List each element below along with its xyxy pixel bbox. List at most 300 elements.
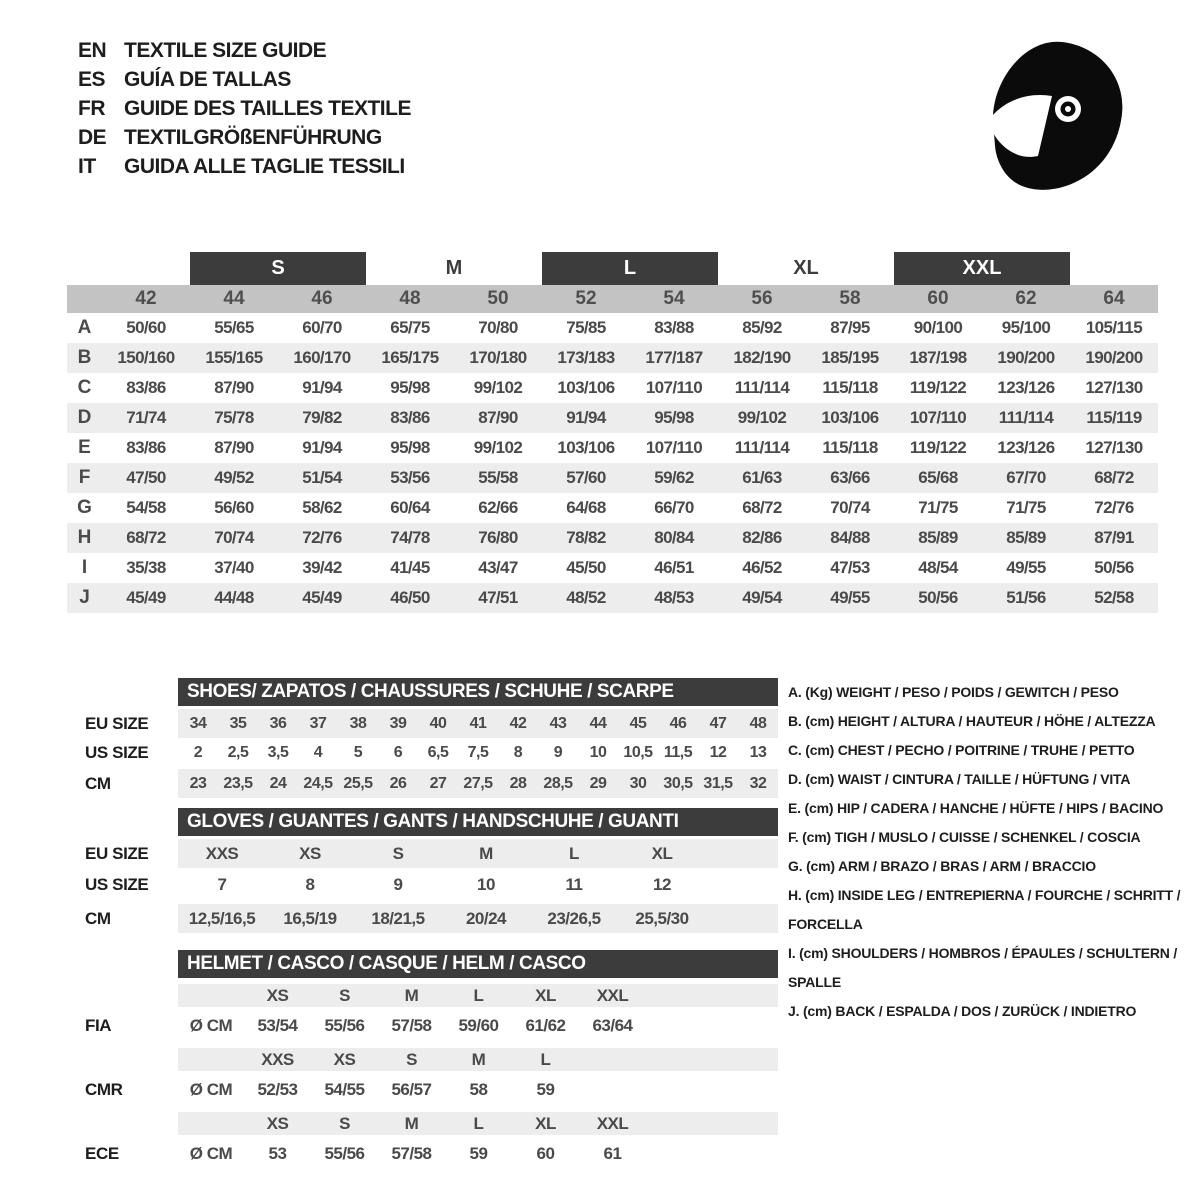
- measure-value: 54/58: [126, 498, 166, 517]
- row-label: J: [79, 587, 90, 608]
- measure-value: 177/187: [645, 348, 703, 367]
- gloves-row: [85, 904, 778, 933]
- size-value: 25,5/30: [635, 908, 689, 928]
- measure-value: 150/160: [117, 348, 175, 367]
- size-value: 20/24: [465, 908, 507, 928]
- measure-value: 103/106: [821, 408, 879, 427]
- size-value: 23,5: [223, 774, 253, 792]
- measure-value: 72/76: [302, 528, 342, 547]
- measure-value: 160/170: [293, 348, 351, 367]
- row-label: US SIZE: [85, 742, 149, 762]
- measure-row-i: [67, 553, 1158, 583]
- size-value: 10,5: [623, 743, 653, 761]
- measure-value: 67/70: [1006, 468, 1046, 487]
- measurement-rows: [67, 313, 1158, 613]
- size-column-header: 56: [751, 288, 773, 309]
- legend-item: I. (cm) SHOULDERS / HOMBROS / ÉPAULES / SCHULTERN / SPALLE: [788, 945, 1178, 990]
- measure-value: 95/98: [390, 438, 430, 457]
- measure-value: 85/89: [1006, 528, 1046, 547]
- measure-value: 107/110: [645, 438, 703, 457]
- helmet-values: [178, 1071, 778, 1109]
- guide-title: TEXTILGRÖßENFÜHRUNG: [124, 125, 382, 149]
- measure-value: 45/49: [302, 588, 342, 607]
- measure-value: 173/183: [557, 348, 615, 367]
- helmet-value: 53: [268, 1144, 287, 1163]
- size-value: 34: [189, 714, 207, 732]
- measure-value: 115/118: [822, 438, 878, 457]
- size-value: 29: [589, 774, 607, 792]
- gloves-title-bar: GLOVES / GUANTES / GANTS / HANDSCHUHE / GUANTI: [178, 808, 778, 836]
- helmet-size-label: [579, 1048, 646, 1071]
- measure-value: 52/58: [1094, 588, 1134, 607]
- size-value: 35: [229, 714, 247, 732]
- row-label: C: [77, 377, 92, 398]
- shoes-values: [178, 769, 778, 798]
- size-value: 18/21,5: [371, 908, 425, 928]
- helmet-size-label: S: [339, 1113, 350, 1133]
- measure-value: 155/165: [205, 348, 263, 367]
- measure-value: 123/126: [997, 378, 1055, 397]
- measure-value: 47/51: [478, 588, 518, 607]
- size-value: 30: [629, 774, 647, 792]
- size-value: 2: [193, 743, 203, 761]
- size-value: 28: [509, 774, 527, 792]
- size-value: 44: [589, 714, 607, 732]
- measure-value: 46/52: [742, 558, 782, 577]
- size-column-header: 46: [311, 288, 333, 309]
- size-value: 4: [313, 743, 323, 761]
- legend-item: H. (cm) INSIDE LEG / ENTREPIERNA / FOURCHE / SCHRITT / FORCELLA: [788, 887, 1181, 932]
- measure-value: 115/119: [1086, 408, 1142, 427]
- measure-value: 66/70: [654, 498, 694, 517]
- measure-value: 74/78: [390, 528, 430, 547]
- helmet-size-label: XL: [535, 1113, 556, 1133]
- helmet-rows: [85, 984, 778, 1173]
- helmet-size-label: L: [473, 1113, 484, 1133]
- legend-item: B. (cm) HEIGHT / ALTURA / HAUTEUR / HÖHE / ALTEZZA: [788, 713, 1156, 729]
- measure-value: 119/122: [909, 378, 967, 397]
- measure-value: 49/55: [1006, 558, 1046, 577]
- measure-value: 60/64: [390, 498, 430, 517]
- measure-value: 70/80: [478, 318, 518, 337]
- measure-value: 72/76: [1094, 498, 1134, 517]
- helmet-value: 54/55: [324, 1080, 365, 1099]
- helmet-value: 53/54: [257, 1016, 298, 1035]
- size-value: 37: [309, 714, 327, 732]
- measurement-legend: [788, 678, 1198, 1026]
- measure-value: 187/198: [909, 348, 967, 367]
- size-value: 43: [549, 714, 567, 732]
- title-line: [78, 36, 411, 65]
- size-value: 2,5: [227, 743, 249, 761]
- helmet-value: 58: [469, 1080, 488, 1099]
- row-label: F: [78, 467, 91, 488]
- size-group-xl: XL: [793, 257, 819, 279]
- measure-value: 43/47: [478, 558, 518, 577]
- measure-value: 87/91: [1094, 528, 1134, 547]
- measure-value: 49/55: [830, 588, 870, 607]
- row-label: I: [81, 557, 88, 578]
- measure-value: 63/66: [830, 468, 870, 487]
- measure-value: 91/94: [302, 378, 342, 397]
- measure-value: 78/82: [566, 528, 606, 547]
- helmet-size-band: [178, 984, 778, 1007]
- measure-value: 39/42: [302, 558, 342, 577]
- helmet-size-band: [178, 1048, 778, 1071]
- row-label: EU SIZE: [85, 843, 149, 863]
- measure-value: 107/110: [645, 378, 703, 397]
- size-value: 23: [189, 774, 207, 792]
- measure-value: 119/122: [909, 438, 967, 457]
- helmet-value: 59/60: [458, 1016, 499, 1035]
- legend-item: J. (cm) BACK / ESPALDA / DOS / ZURÜCK / INDIETRO: [788, 1003, 1137, 1019]
- measure-value: 90/100: [913, 318, 963, 337]
- size-value: 6,5: [427, 743, 449, 761]
- size-value: 26: [389, 774, 407, 792]
- size-value: 31,5: [703, 774, 733, 792]
- standard-label: ECE: [85, 1144, 119, 1163]
- measure-value: 56/60: [214, 498, 254, 517]
- size-value: 11: [565, 874, 583, 894]
- gloves-rows: [85, 839, 778, 933]
- measure-value: 95/98: [390, 378, 430, 397]
- size-value: 27: [429, 774, 447, 792]
- measure-value: 50/56: [1094, 558, 1134, 577]
- title-line: [78, 65, 411, 94]
- gloves-values: [178, 839, 778, 868]
- measure-value: 61/63: [742, 468, 782, 487]
- size-value: 41: [469, 714, 487, 732]
- helmet-value: 63/64: [592, 1016, 633, 1035]
- row-label: A: [77, 317, 92, 338]
- measure-value: 165/175: [381, 348, 439, 367]
- size-value: 32: [749, 774, 767, 792]
- measure-value: 99/102: [473, 378, 523, 397]
- measure-value: 87/90: [214, 378, 254, 397]
- measure-row-j: [67, 583, 1158, 613]
- size-value: 16,5/19: [283, 908, 337, 928]
- racing-helmet-icon: [980, 38, 1138, 198]
- size-value: 7: [217, 874, 227, 894]
- size-column-header: 60: [927, 288, 949, 309]
- language-code: FR: [78, 96, 105, 120]
- guide-title: GUÍA DE TALLAS: [124, 67, 291, 91]
- measure-value: 50/60: [126, 318, 166, 337]
- size-value: 39: [389, 714, 407, 732]
- measure-value: 55/65: [214, 318, 254, 337]
- gloves-values: [178, 868, 778, 901]
- measure-value: 76/80: [478, 528, 518, 547]
- measure-value: 37/40: [214, 558, 254, 577]
- helmet-icon-graphic: [980, 38, 1138, 198]
- language-code: IT: [78, 154, 96, 178]
- unit-spacer: [178, 984, 244, 1007]
- helmet-value: 55/56: [324, 1144, 365, 1163]
- unit-spacer: [178, 1048, 244, 1071]
- measure-value: 107/110: [909, 408, 967, 427]
- measure-value: 83/88: [654, 318, 694, 337]
- measure-value: 95/100: [1001, 318, 1051, 337]
- size-value: 23/26,5: [547, 908, 601, 928]
- helmet-title-bar: HELMET / CASCO / CASQUE / HELM / CASCO: [178, 950, 778, 978]
- measure-value: 62/66: [478, 498, 518, 517]
- row-label: B: [77, 347, 92, 368]
- helmet-value: 57/58: [391, 1144, 432, 1163]
- size-column-header: 54: [663, 288, 685, 309]
- helmet-size-label: XS: [266, 1113, 289, 1133]
- language-code: ES: [78, 67, 106, 91]
- measure-value: 123/126: [997, 438, 1055, 457]
- size-column-header: 62: [1015, 288, 1037, 309]
- measure-value: 70/74: [214, 528, 254, 547]
- measure-value: 51/56: [1006, 588, 1046, 607]
- measure-value: 83/86: [126, 438, 166, 457]
- measure-value: 50/56: [918, 588, 958, 607]
- size-value: 3,5: [267, 743, 289, 761]
- legend-item: E. (cm) HIP / CADERA / HANCHE / HÜFTE / HIPS / BACINO: [788, 800, 1164, 816]
- size-group-header: [67, 252, 1158, 285]
- measure-value: 105/115: [1085, 318, 1143, 337]
- helmet-size-label: XS: [333, 1049, 356, 1069]
- shoes-table: [85, 678, 778, 798]
- measure-value: 46/51: [654, 558, 694, 577]
- guide-title: TEXTILE SIZE GUIDE: [124, 38, 327, 62]
- row-label: D: [77, 407, 92, 428]
- helmet-value: 56/57: [391, 1080, 432, 1099]
- size-value: 9: [553, 743, 563, 761]
- measure-row-b: [67, 343, 1158, 373]
- size-value: XS: [299, 843, 321, 863]
- measure-value: 71/75: [1006, 498, 1046, 517]
- helmet-value: 61: [603, 1144, 622, 1163]
- helmet-size-label: M: [404, 1113, 419, 1133]
- measure-value: 68/72: [1094, 468, 1134, 487]
- measure-row-g: [67, 493, 1158, 523]
- label-spacer: [85, 984, 178, 1007]
- shoes-header-row: [85, 678, 778, 707]
- row-label: E: [78, 437, 91, 458]
- measure-value: 48/54: [918, 558, 958, 577]
- measure-value: 47/53: [830, 558, 870, 577]
- measure-value: 84/88: [830, 528, 870, 547]
- helmet-size-label: XXL: [596, 1113, 629, 1133]
- measure-value: 87/90: [214, 438, 254, 457]
- helmet-value: [579, 1071, 646, 1109]
- gloves-header-row: [85, 808, 778, 837]
- row-label: H: [77, 527, 92, 548]
- legend-item: D. (cm) WAIST / CINTURA / TAILLE / HÜFTUNG / VITA: [788, 771, 1131, 787]
- measure-value: 49/54: [742, 588, 782, 607]
- measure-value: 35/38: [126, 558, 166, 577]
- measure-value: 85/92: [742, 318, 782, 337]
- measure-value: 111/114: [734, 378, 790, 397]
- helmet-size-band-row: [85, 984, 778, 1007]
- helmet-size-band-row: [85, 1048, 778, 1071]
- size-value: 10: [477, 874, 495, 894]
- measure-value: 75/85: [566, 318, 606, 337]
- measure-row-e: [67, 433, 1158, 463]
- measure-value: 87/90: [478, 408, 518, 427]
- helmet-size-label: L: [473, 985, 484, 1005]
- size-group-m: M: [445, 257, 463, 279]
- size-value: 9: [393, 874, 403, 894]
- size-value: 40: [429, 714, 447, 732]
- size-value: 13: [749, 743, 767, 761]
- measure-value: 91/94: [302, 438, 342, 457]
- size-value: 7,5: [467, 743, 489, 761]
- size-value: 48: [749, 714, 767, 732]
- size-value: 25,5: [343, 774, 373, 792]
- measure-value: 48/52: [566, 588, 606, 607]
- measure-row-f: [67, 463, 1158, 493]
- measure-row-a: [67, 313, 1158, 343]
- standard-label: FIA: [85, 1016, 112, 1035]
- helmet-value: 55/56: [324, 1016, 365, 1035]
- gloves-table: [85, 808, 778, 933]
- measure-value: 111/114: [734, 438, 790, 457]
- measure-value: 51/54: [302, 468, 342, 487]
- helmet-standard-row: [85, 1007, 778, 1045]
- language-code: DE: [78, 125, 107, 149]
- guide-title: GUIDE DES TAILLES TEXTILE: [124, 96, 411, 120]
- measure-value: 190/200: [997, 348, 1055, 367]
- measure-value: 182/190: [733, 348, 791, 367]
- shoes-row: [85, 709, 778, 738]
- size-value: 46: [669, 714, 687, 732]
- helmet-size-label: L: [540, 1049, 551, 1069]
- size-number-band: [67, 285, 1158, 313]
- row-label: G: [77, 497, 92, 518]
- size-column-header: 42: [135, 288, 157, 309]
- shoes-row: [85, 769, 778, 798]
- measure-value: 103/106: [557, 378, 615, 397]
- measure-value: 91/94: [566, 408, 606, 427]
- standard-label: CMR: [85, 1080, 123, 1099]
- measure-value: 53/56: [390, 468, 430, 487]
- apparel-size-table: [67, 252, 1158, 613]
- helmet-value: 61/62: [525, 1016, 566, 1035]
- helmet-size-label: XL: [535, 985, 556, 1005]
- shoes-values: [178, 738, 778, 767]
- row-label: CM: [85, 773, 111, 793]
- size-value: 38: [349, 714, 367, 732]
- row-label: CM: [85, 908, 111, 928]
- size-value: M: [479, 843, 493, 863]
- measure-value: 68/72: [742, 498, 782, 517]
- size-group-xxl: XXL: [894, 252, 1070, 285]
- legend-item: A. (Kg) WEIGHT / PESO / POIDS / GEWITCH / PESO: [788, 684, 1119, 700]
- measure-value: 71/74: [126, 408, 166, 427]
- helmet-size-label: XS: [266, 985, 289, 1005]
- measure-value: 82/86: [742, 528, 782, 547]
- size-column-header: 64: [1103, 288, 1125, 309]
- helmet-size-band: [178, 1112, 778, 1135]
- measure-value: 45/50: [566, 558, 606, 577]
- helmet-values: [178, 1007, 778, 1045]
- measure-value: 49/52: [214, 468, 254, 487]
- label-spacer: [85, 1048, 178, 1071]
- gloves-values: [178, 904, 778, 933]
- measure-value: 59/62: [654, 468, 694, 487]
- size-group-s: S: [190, 252, 366, 285]
- measure-row-c: [67, 373, 1158, 403]
- measure-value: 95/98: [654, 408, 694, 427]
- helmet-value: 59: [469, 1144, 488, 1163]
- helmet-size-band-row: [85, 1112, 778, 1135]
- size-value: XL: [651, 843, 673, 863]
- measure-value: 75/78: [214, 408, 254, 427]
- label-spacer: [85, 678, 178, 707]
- legend-item: G. (cm) ARM / BRAZO / BRAS / ARM / BRACCIO: [788, 858, 1096, 874]
- title-line: [78, 152, 411, 181]
- shoes-rows: [85, 709, 778, 798]
- helmet-value: 57/58: [391, 1016, 432, 1035]
- shoes-values: [178, 709, 778, 738]
- measure-row-d: [67, 403, 1158, 433]
- measure-value: 64/68: [566, 498, 606, 517]
- size-group-l: L: [542, 252, 718, 285]
- measure-value: 185/195: [821, 348, 879, 367]
- size-value: 36: [269, 714, 287, 732]
- measure-value: 99/102: [737, 408, 787, 427]
- size-value: 30,5: [663, 774, 693, 792]
- label-spacer: [85, 808, 178, 837]
- measure-value: 127/130: [1085, 378, 1143, 397]
- helmet-header-row: [85, 950, 778, 978]
- title-line: [78, 123, 411, 152]
- label-spacer: [85, 950, 178, 978]
- size-column-header: 52: [575, 288, 597, 309]
- unit-spacer: [178, 1112, 244, 1135]
- size-column-header: 44: [223, 288, 245, 309]
- corner-spacer: [67, 285, 102, 313]
- label-spacer: [85, 1112, 178, 1135]
- size-value: 24,5: [303, 774, 333, 792]
- size-value: XXS: [205, 843, 239, 863]
- measure-value: 68/72: [126, 528, 166, 547]
- helmet-size-label: XXL: [596, 985, 629, 1005]
- size-value: 47: [709, 714, 727, 732]
- measure-value: 80/84: [654, 528, 694, 547]
- size-value: L: [569, 843, 579, 863]
- helmet-size-label: M: [404, 985, 419, 1005]
- helmet-size-label: S: [406, 1049, 417, 1069]
- helmet-size-table: [85, 950, 778, 1173]
- guide-title: GUIDA ALLE TAGLIE TESSILI: [124, 154, 405, 178]
- measure-value: 46/50: [390, 588, 430, 607]
- measure-value: 127/130: [1085, 438, 1143, 457]
- helmet-values: [178, 1135, 778, 1173]
- helmet-value: 60: [536, 1144, 555, 1163]
- helmet-standard-row: [85, 1135, 778, 1173]
- measure-value: 70/74: [830, 498, 870, 517]
- diameter-unit: Ø CM: [189, 1144, 233, 1163]
- helmet-standard-row: [85, 1071, 778, 1109]
- measure-value: 190/200: [1085, 348, 1143, 367]
- size-value: 45: [629, 714, 647, 732]
- measure-value: 79/82: [302, 408, 342, 427]
- measure-value: 57/60: [566, 468, 606, 487]
- size-value: 42: [509, 714, 527, 732]
- language-code: EN: [78, 38, 107, 62]
- diameter-unit: Ø CM: [189, 1016, 233, 1035]
- size-value: S: [392, 843, 404, 863]
- gloves-row: [85, 868, 778, 901]
- gloves-row: [85, 839, 778, 868]
- title-block: [78, 36, 411, 181]
- size-value: 6: [393, 743, 403, 761]
- size-value: 11,5: [663, 743, 693, 761]
